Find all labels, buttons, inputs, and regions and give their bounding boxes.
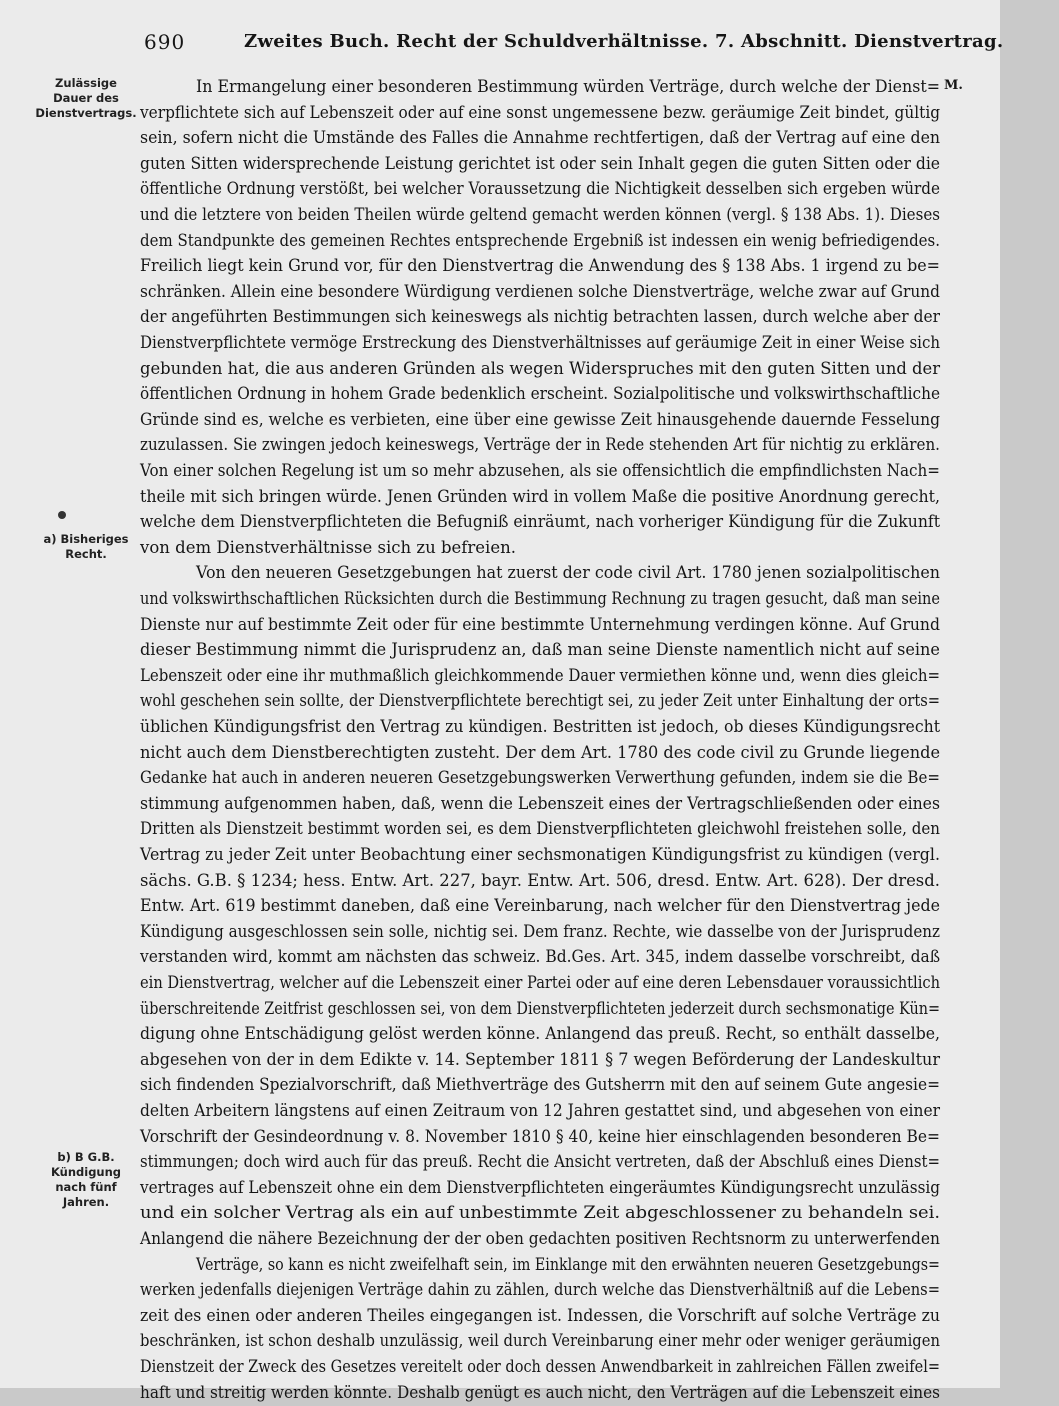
text-line <box>140 228 940 254</box>
text-line <box>140 560 940 586</box>
text-line <box>140 74 940 100</box>
text-line-content: Freilich liegt kein Grund vor, für den Dienstvertrag die Anwendung des § 138 Abs. 1 irgend zu be= <box>140 256 941 275</box>
text-line <box>140 1124 940 1150</box>
text-line-content: und volkswirthschaftlichen Rücksichten durch die Bestimmung Rechnung zu tragen gesucht, daß man seine <box>140 589 941 608</box>
margin-note-line: Zulässige <box>55 76 117 90</box>
text-line <box>140 1175 940 1201</box>
text-line-content: schränken. Allein eine besondere Würdigung verdienen solche Dienstverträge, welche zwar auf Grund <box>140 282 940 301</box>
text-line-content: werken jedenfalls diejenigen Verträge dahin zu zählen, durch welche das Dienstverhältniß auf die Lebens= <box>140 1280 940 1299</box>
text-line-content: von dem Dienstverhältnisse sich zu befreien. <box>140 538 516 557</box>
text-line-content: überschreitende Zeitfrist geschlossen sei, von dem Dienstverpflichteten jederzeit durch sechsmonatige Kün= <box>140 999 941 1018</box>
text-line-content: sein, sofern nicht die Umstände des Falles die Annahme rechtfertigen, daß der Vertrag auf eine den <box>140 128 941 147</box>
text-line <box>140 1072 940 1098</box>
ink-dot <box>58 511 66 519</box>
text-line-content: Lebenszeit oder eine ihr muthmaßlich gleichkommende Dauer vermiethen könne und, wenn dies gleich= <box>140 666 941 685</box>
text-line-content: verstanden wird, kommt am nächsten das schweiz. Bd.Ges. Art. 345, indem dasselbe vorschreibt, daß <box>140 947 941 966</box>
text-line-content: Dienstzeit der Zweck des Gesetzes vereitelt oder doch dessen Anwendbarkeit in zahlreichen Fällen zweifel= <box>140 1357 940 1376</box>
text-line <box>140 279 940 305</box>
text-line <box>140 970 940 996</box>
text-line <box>140 1149 940 1175</box>
text-line <box>140 688 940 714</box>
text-line-content: Kündigung ausgeschlossen sein solle, nichtig sei. Dem franz. Rechte, wie dasselbe von der Jurisprudenz <box>140 922 940 941</box>
text-line <box>140 484 940 510</box>
text-line-content: theile mit sich bringen würde. Jenen Gründen wird in vollem Maße die positive Anordnung gerecht, <box>140 487 940 506</box>
text-line <box>140 663 940 689</box>
text-line-content: sächs. G.B. § 1234; hess. Entw. Art. 227, bayr. Entw. Art. 506, dresd. Entw. Art. 628). Der dresd. <box>140 871 940 890</box>
text-line-content: Vertrag zu jeder Zeit unter Beobachtung einer sechsmonatigen Kündigungsfrist zu kündigen (vergl. <box>140 845 940 864</box>
text-line <box>140 381 940 407</box>
margin-note-line: Kündigung <box>50 1165 122 1179</box>
text-line-content: wohl geschehen sein sollte, der Dienstverpflichtete berechtigt sei, zu jeder Zeit unter Einhaltung der orts= <box>140 691 941 710</box>
text-line <box>140 1277 940 1303</box>
text-line-content: verpflichtete sich auf Lebenszeit oder auf eine sonst ungemessene bezw. geräumige Zeit bindet, gültig <box>140 103 941 122</box>
text-line <box>140 151 940 177</box>
text-line <box>140 432 940 458</box>
text-line <box>140 125 940 151</box>
text-line-content: dem Standpunkte des gemeinen Rechtes entsprechende Ergebniß ist indessen ein wenig befriedigendes. <box>140 231 941 250</box>
text-line <box>140 919 940 945</box>
text-line-content: dieser Bestimmung nimmt die Jurisprudenz an, daß man seine Dienste namentlich nicht auf seine <box>140 640 940 659</box>
text-line <box>140 944 940 970</box>
margin-note-line: nach fünf <box>55 1180 117 1194</box>
text-line <box>140 1380 940 1406</box>
text-line-content: guten Sitten widersprechende Leistung gerichtet ist oder sein Inhalt gegen die guten Sitten oder die <box>140 154 941 173</box>
text-line-content: nicht auch dem Dienstberechtigten zusteht. Der dem Art. 1780 des code civil zu Grunde liegende <box>140 743 941 762</box>
text-line-content: sich findenden Spezialvorschrift, daß Miethverträge des Gutsherrn mit den auf seinem Gute angesie= <box>140 1075 940 1094</box>
text-line-content: Entw. Art. 619 bestimmt daneben, daß eine Vereinbarung, nach welcher für den Dienstvertrag jede <box>140 896 940 915</box>
text-line <box>140 868 940 894</box>
text-line <box>140 304 940 330</box>
page-header <box>140 26 1004 58</box>
text-line <box>140 1328 940 1354</box>
text-line <box>140 842 940 868</box>
margin-note-line: a) Bisheriges <box>43 532 129 546</box>
text-line <box>140 1226 940 1252</box>
text-line-content: zuzulassen. Sie zwingen jedoch keineswegs, Verträge der in Rede stehenden Art für nichtig zu erklären. <box>140 435 940 454</box>
margin-mark: M. <box>944 78 963 93</box>
text-line <box>140 740 940 766</box>
text-line-content: In Ermangelung einer besonderen Bestimmung würden Verträge, durch welche der Dienst= <box>196 77 940 96</box>
text-line <box>140 330 940 356</box>
text-line <box>140 202 940 228</box>
page-number: 690 <box>144 30 186 54</box>
text-line <box>140 253 940 279</box>
margin-note-zulaessige-dauer <box>34 76 138 121</box>
text-line-content: ein Dienstvertrag, welcher auf die Lebenszeit einer Partei oder auf eine deren Lebensdauer voraussichtlich <box>140 973 941 992</box>
text-line <box>140 714 940 740</box>
text-line-content: Dritten als Dienstzeit bestimmt worden sei, es dem Dienstverpflichteten gleichwohl freistehen solle, den <box>140 819 940 838</box>
text-line <box>140 1200 940 1226</box>
text-line-content: delten Arbeitern längstens auf einen Zeitraum von 12 Jahren gestattet sind, und abgesehen von einer <box>140 1101 941 1120</box>
margin-note-bisheriges-recht <box>34 532 138 562</box>
text-line-content: stimmung aufgenommen haben, daß, wenn die Lebenszeit eines der Vertragschließenden oder eines <box>140 794 940 813</box>
text-line <box>140 612 940 638</box>
text-line-content: öffentlichen Ordnung in hohem Grade bedenklich erscheint. Sozialpolitische und volkswirthschaftliche <box>140 384 941 403</box>
text-line-content: Gedanke hat auch in anderen neueren Gesetzgebungswerken Verwerthung gefunden, indem sie die Be= <box>140 768 940 787</box>
margin-note-line: Recht. <box>65 547 107 561</box>
text-line <box>140 996 940 1022</box>
text-line-content: Dienste nur auf bestimmte Zeit oder für eine bestimmte Unternehmung verdingen könne. Auf Grund <box>140 615 940 634</box>
text-line <box>140 816 940 842</box>
text-line-content: Von den neueren Gesetzgebungen hat zuerst der code civil Art. 1780 jenen sozialpolitischen <box>196 563 940 582</box>
text-line <box>140 1098 940 1124</box>
text-line <box>140 407 940 433</box>
text-line <box>140 356 940 382</box>
text-line-content: und ein solcher Vertrag als ein auf unbestimmte Zeit abgeschlossener zu behandeln sei. <box>140 1203 941 1222</box>
text-line <box>140 100 940 126</box>
text-line-content: stimmungen; doch wird auch für das preuß. Recht die Ansicht vertreten, daß der Abschluß eines Dienst= <box>140 1152 940 1171</box>
text-line <box>140 1021 940 1047</box>
running-head: Zweites Buch. Recht der Schuldverhältnisse. 7. Abschnitt. Dienstvertrag. <box>244 31 1004 52</box>
text-line-content: Von einer solchen Regelung ist um so mehr abzusehen, als sie offensichtlich die empfindlichsten Nach= <box>140 461 940 480</box>
text-line-content: digung ohne Entschädigung gelöst werden könne. Anlangend das preuß. Recht, so enthält dasselbe, <box>140 1024 941 1043</box>
text-line-content: haft und streitig werden könnte. Deshalb genügt es auch nicht, den Verträgen auf die Lebenszeit eines <box>140 1383 941 1402</box>
text-line-content: üblichen Kündigungsfrist den Vertrag zu kündigen. Bestritten ist jedoch, ob dieses Kündigungsrecht <box>140 717 941 736</box>
text-line <box>140 535 940 561</box>
text-line-content: beschränken, ist schon deshalb unzulässig, weil durch Vereinbarung einer mehr oder weniger geräumigen <box>140 1331 940 1350</box>
text-line-content: öffentliche Ordnung verstößt, bei welcher Voraussetzung die Nichtigkeit desselben sich ergeben würde <box>140 179 940 198</box>
text-line <box>140 1354 940 1380</box>
text-line <box>140 1047 940 1073</box>
text-line <box>140 637 940 663</box>
text-line-content: und die letztere von beiden Theilen würde geltend gemacht werden können (vergl. § 138 Abs. 1). Dieses <box>140 205 940 224</box>
text-line <box>140 765 940 791</box>
text-line-content: zeit des einen oder anderen Theiles eingegangen ist. Indessen, die Vorschrift auf solche Verträge zu <box>140 1306 940 1325</box>
text-line-content: Verträge, so kann es nicht zweifelhaft sein, im Einklange mit den erwähnten neueren Gesetzgebungs= <box>196 1255 940 1274</box>
text-line-content: Vorschrift der Gesindeordnung v. 8. November 1810 § 40, keine hier einschlagenden besonderen Be= <box>140 1127 941 1146</box>
margin-note-line: b) B G.B. <box>57 1150 115 1164</box>
margin-note-line: Jahren. <box>62 1195 110 1209</box>
margin-note-line: Dauer des <box>53 91 119 105</box>
text-line <box>140 509 940 535</box>
text-line <box>140 176 940 202</box>
text-line <box>140 1252 940 1278</box>
text-line <box>140 1303 940 1329</box>
text-line <box>140 458 940 484</box>
text-line-content: gebunden hat, die aus anderen Gründen als wegen Widerspruches mit den guten Sitten und der <box>140 359 941 378</box>
margin-note-line: Dienstvertrags. <box>35 106 137 120</box>
text-line <box>140 893 940 919</box>
text-line-content: Gründe sind es, welche es verbieten, eine über eine gewisse Zeit hinausgehende dauernde Fesselung <box>140 410 941 429</box>
text-line-content: abgesehen von der in dem Edikte v. 14. September 1811 § 7 wegen Beförderung der Landeskultur <box>140 1050 940 1069</box>
text-line-content: welche dem Dienstverpflichteten die Befugniß einräumt, nach vorheriger Kündigung für die Zukunft <box>140 512 941 531</box>
margin-note-bgb-kuendigung <box>34 1150 138 1210</box>
text-line-content: vertrages auf Lebenszeit ohne ein dem Dienstverpflichteten eingeräumtes Kündigungsrecht unzulässig <box>140 1178 941 1197</box>
text-line-content: Anlangend die nähere Bezeichnung der der oben gedachten positiven Rechtsnorm zu unterwerfenden <box>140 1229 940 1248</box>
text-line <box>140 586 940 612</box>
text-line-content: Dienstverpflichtete vermöge Erstreckung des Dienstverhältnisses auf geräumige Zeit in einer Weise sich <box>140 333 941 352</box>
text-line-content: der angeführten Bestimmungen sich keineswegs als nichtig betrachten lassen, durch welche aber der <box>140 307 940 326</box>
text-line <box>140 791 940 817</box>
